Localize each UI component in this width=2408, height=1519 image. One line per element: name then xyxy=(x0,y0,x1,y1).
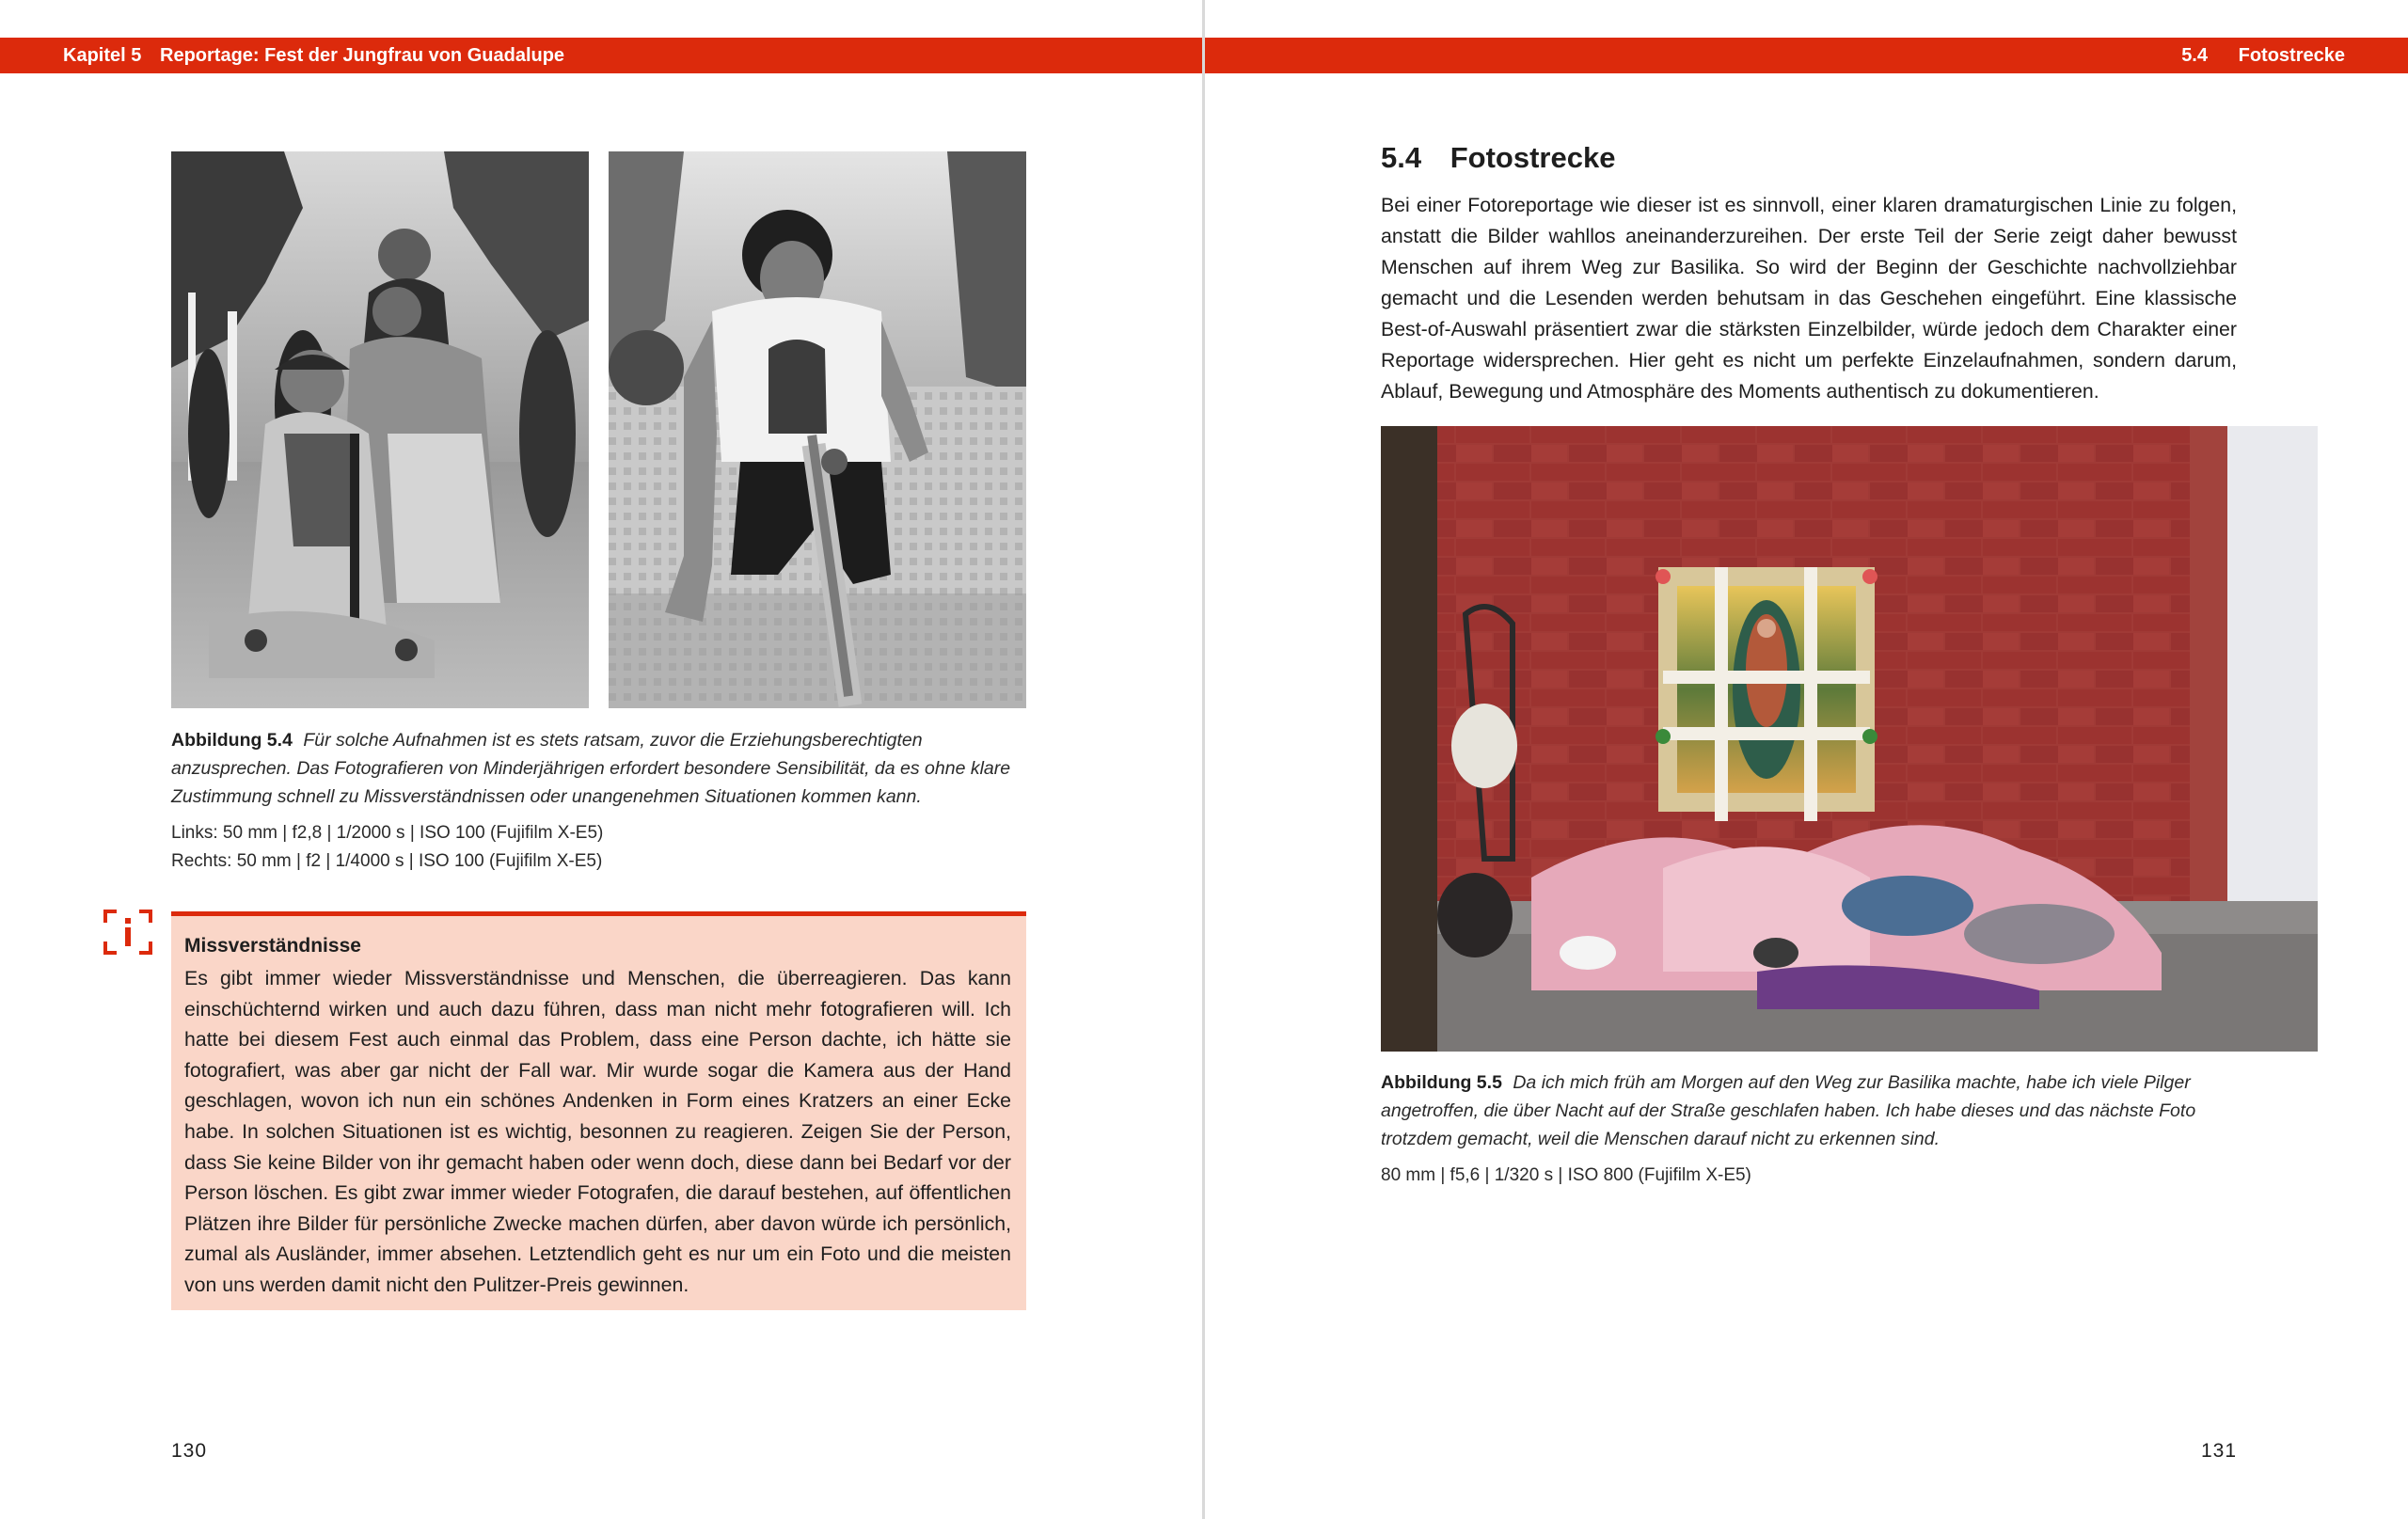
chapter-label: Kapitel 5 xyxy=(63,45,142,66)
exif-left: Links: 50 mm | f2,8 | 1/2000 s | ISO 100 (Fujifilm X-E5) xyxy=(171,823,604,843)
info-box xyxy=(171,911,1026,1310)
section-heading xyxy=(1381,141,1615,175)
section-number-header: 5.4 xyxy=(2181,45,2208,66)
exif-right: Rechts: 50 mm | f2 | 1/4000 s | ISO 100 (Fujifilm X-E5) xyxy=(171,851,603,871)
section-title: Fotostrecke xyxy=(1450,141,1616,174)
running-header-right xyxy=(1205,38,2408,73)
info-box-title: Missverständnisse xyxy=(184,935,361,957)
info-box-text: Es gibt immer wieder Missverständnisse und Menschen, die überreagieren. Das kann einschüchternd wirken und auch dazu führen, dass man nicht mehr fotografieren will. Ich hatte bei diesem Fest auch einmal das Problem, dass eine Person dachte, ich hätte sie fotografiert, was aber gar nicht der Fall war. Mir wurde sogar die Kamera aus der Hand geschlagen, wovon ich nun ein schönes Andenken in Form eines Kratzers an einer Ecke habe. In solchen Situationen ist es wichtig, besonnen zu reagieren. Zeigen Sie der Person, dass Sie keine Bilder von ihr gemacht haben oder wenn doch, diese dann bei Bedarf vor der Person löschen. Es gibt zwar immer wieder Fotografen, die darauf bestehen, auf öffentlichen Plätzen ihre Bilder für persönliche Zwecke machen dürfen, aber davon würde ich persönlich, zumal als Ausländer, immer absehen. Letztendlich geht es nur um ein Foto und die meisten von uns werden damit nicht den Pulitzer-Preis gewinnen. xyxy=(184,967,1011,1296)
photo-kneeling-pilgrim xyxy=(609,151,1026,708)
page-number-right: 131 xyxy=(2201,1440,2238,1462)
running-header-left xyxy=(0,38,1202,73)
figure-caption-5-5 xyxy=(1381,1068,2237,1153)
photo-pilgrims-sleeping xyxy=(1381,426,2318,1052)
figure-caption-text: Für solche Aufnahmen ist es stets ratsam, zuvor die Erziehungsberechtigten anzusprechen. Das Fotografieren von Minderjährigen erfordert besondere Sensibilität, da es ohne klare Zustimmung schnell zu Missverständnissen oder unangenehmen Situationen kommen kann. xyxy=(171,730,1011,807)
left-page xyxy=(0,0,1202,1519)
page-number-left: 130 xyxy=(171,1440,208,1462)
figure-label: Abbildung 5.5 xyxy=(1381,1072,1502,1093)
exif-right-photo: 80 mm | f5,6 | 1/320 s | ISO 800 (Fujifilm X-E5) xyxy=(1381,1165,1751,1185)
figure-caption-text: Da ich mich früh am Morgen auf den Weg zur Basilika machte, habe ich viele Pilger angetroffen, die über Nacht auf der Straße geschlafen haben. Ich habe dieses und das nächste Foto trotzdem gemacht, weil die Menschen darauf nicht zu erkennen sind. xyxy=(1381,1072,2196,1149)
section-title-header: Fotostrecke xyxy=(2238,45,2345,66)
body-paragraph: Bei einer Fotoreportage wie dieser ist es sinnvoll, einer klaren dramaturgischen Linie zu folgen, anstatt die Bilder wahllos aneinanderzureihen. Der erste Teil der Serie zeigt daher bewusst Menschen auf ihrem Weg zur Basilika. So wird der Beginn der Geschichte nachvollziehbar gemacht und die Lesenden werden behutsam in das Geschehen eingeführt. Eine klassische Best-of-Auswahl präsentiert zwar die stärksten Einzelbilder, würde jedoch dem Charakter einer Reportage widersprechen. Hier geht es nicht um perfekte Einzelaufnahmen, sondern darum, Ablauf, Bewegung und Atmosphäre des Moments authentisch zu dokumentieren. xyxy=(1381,194,2237,403)
info-icon xyxy=(103,910,152,955)
figure-caption-5-4 xyxy=(171,726,1027,811)
section-number: 5.4 xyxy=(1381,141,1422,174)
chapter-title: Reportage: Fest der Jungfrau von Guadalupe xyxy=(160,45,565,66)
photo-boy-with-cap xyxy=(171,151,589,708)
figure-label: Abbildung 5.4 xyxy=(171,730,293,751)
